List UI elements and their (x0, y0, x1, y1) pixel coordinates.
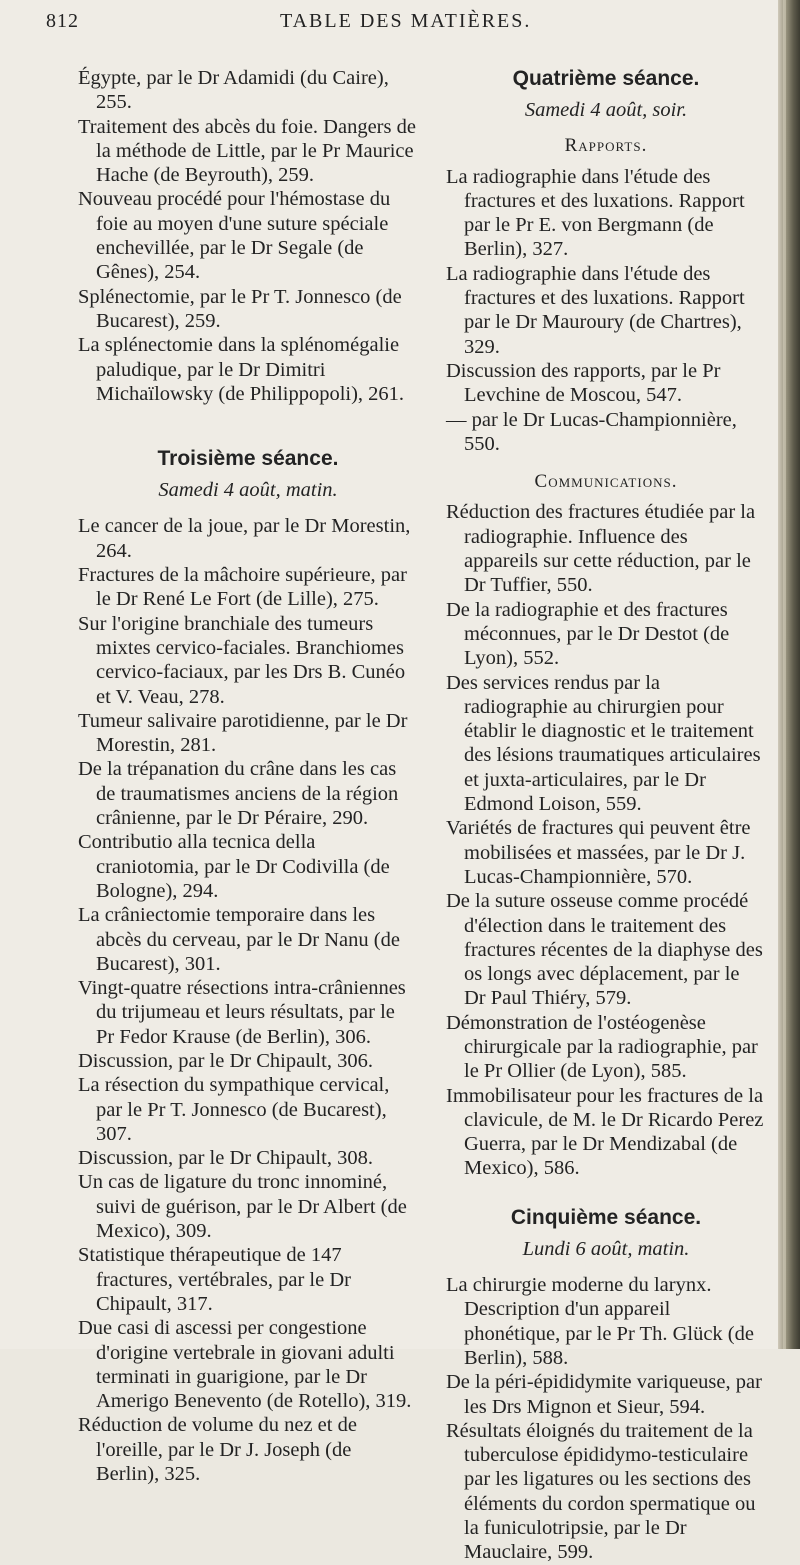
index-entry: De la radiographie et des fractures méconnues, par le Dr Destot (de Lyon), 552. (446, 598, 730, 670)
index-entry: — par le Dr Lucas-Championnière, 550. (446, 408, 737, 455)
index-entry: Fractures de la mâchoire supérieure, par le Dr René Le Fort (de Lille), 275. (78, 564, 407, 611)
index-entry: Discussion, par le Dr Chipault, 306. (78, 1049, 373, 1072)
index-entry: Contributio alla tecnica della craniotomia, par le Dr Codivilla (de Bologne), 294. (78, 831, 390, 902)
right-column (446, 66, 766, 1565)
session-date: Lundi 6 août, matin. (522, 1237, 690, 1260)
index-entry: Égypte, par le Dr Adamidi (du Caire), 255. (78, 67, 389, 114)
index-entry: Un cas de ligature du tronc innominé, suivi de guérison, par le Dr Albert (de Mexico), 309. (78, 1171, 407, 1243)
index-entry: Démonstration de l'ostéogenèse chirurgicale par la radiographie, par le Pr Ollier (de Lyon), 585. (446, 1011, 758, 1083)
session-date: Samedi 4 août, soir. (524, 99, 688, 121)
index-entry: De la trépanation du crâne dans les cas de traumatismes anciens de la région crânienne, par le Dr Péraire, 290. (78, 758, 399, 830)
subsection-label: Communications. (534, 471, 678, 493)
session-heading: Cinquième séance. (510, 1205, 702, 1229)
index-entry: Nouveau procédé pour l'hémostase du foie au moyen d'une suture spéciale enchevillée, par le Dr Segale (de Gênes), 254. (78, 188, 391, 284)
spacer (446, 456, 766, 470)
running-head (0, 6, 760, 40)
index-entry: Due casi di ascessi per congestione d'origine vertebrale in giovani adulti terminati in guarigione, par le Dr Amerigo Benevento (de Rotello), 319. (78, 1317, 412, 1413)
index-entry: La résection du sympathique cervical, par le Pr T. Jonnesco (de Bucarest), 307. (78, 1074, 390, 1145)
subsection-label: Rapports. (564, 135, 648, 157)
index-entry: La radiographie dans l'étude des fractures et des luxations. Rapport par le Pr E. von Bergmann (de Berlin), 327. (446, 165, 745, 261)
running-title: TABLE DES MATIÈRES. (280, 10, 532, 32)
index-entry: Splénectomie, par le Pr T. Jonnesco (de Bucarest), 259. (78, 285, 402, 332)
page-edge-highlight (783, 0, 786, 1349)
left-column (78, 66, 418, 1486)
session-heading: Quatrième séance. (512, 67, 700, 90)
index-entry: La crâniectomie temporaire dans les abcès du cerveau, par le Dr Nanu (de Bucarest), 301. (78, 904, 400, 975)
index-entry: Immobilisateur pour les fractures de la clavicule, de M. le Dr Ricardo Perez Guerra, par le Dr Mendizabal (de Mexico), 586. (446, 1084, 764, 1180)
index-entry: Traitement des abcès du foie. Dangers de la méthode de Little, par le Pr Maurice Hache (de Beyrouth), 259. (78, 115, 416, 187)
index-entry: Variétés de fractures qui peuvent être mobilisées et massées, par le Dr J. Lucas-Championnière, 570. (446, 817, 751, 888)
spacer (446, 1181, 766, 1205)
index-entry: La chirurgie moderne du larynx. Description d'un appareil phonétique, par le Pr Th. Glück (de Berlin), 588. (446, 1274, 754, 1369)
index-entry: Discussion des rapports, par le Pr Levchine de Moscou, 547. (446, 359, 721, 407)
index-entry: De la suture osseuse comme procédé d'élection dans le traitement des fractures récentes de la diaphyse des os longs avec déplacement, par le Dr Paul Thiéry, 579. (446, 890, 763, 1010)
spacer (78, 406, 418, 446)
session-date: Samedi 4 août, matin. (158, 479, 338, 502)
index-entry: Des services rendus par la radiographie au chirurgien pour établir le diagnostic et le traitement des lésions traumatiques articulaires et juxta-articulaires, par le Dr Edmond Loison, 559. (446, 671, 761, 816)
index-entry: De la péri-épididymite variqueuse, par les Drs Mignon et Sieur, 594. (446, 1371, 762, 1418)
index-entry: Tumeur salivaire parotidienne, par le Dr Morestin, 281. (78, 709, 408, 757)
index-entry: Sur l'origine branchiale des tumeurs mixtes cervico-faciales. Branchiomes cervico-faciaux, par les Drs B. Cunéo et V. Veau, 278. (78, 612, 406, 708)
index-entry: La radiographie dans l'étude des fractures et des luxations. Rapport par le Dr Mauroury (de Chartres), 329. (446, 262, 745, 358)
index-entry: Résultats éloignés du traitement de la tuberculose épididymo-testiculaire par les ligatures ou les sections des éléments du cordon spermatique ou la funiculotripsie, par le Dr Mauclaire, 599. (446, 1419, 756, 1564)
index-entry: Réduction de volume du nez et de l'oreille, par le Dr J. Joseph (de Berlin), 325. (78, 1414, 357, 1486)
page-edge-shadow (778, 0, 800, 1349)
index-entry: Discussion, par le Dr Chipault, 308. (78, 1147, 373, 1170)
session-heading: Troisième séance. (157, 447, 339, 471)
index-entry: La splénectomie dans la splénomégalie paludique, par le Dr Dimitri Michaïlowsky (de Philippopoli), 261. (78, 334, 405, 405)
index-entry: Statistique thérapeutique de 147 fractures, vertébrales, par le Dr Chipault, 317. (78, 1244, 351, 1315)
page-number: 812 (46, 10, 79, 32)
index-entry: Vingt-quatre résections intra-crâniennes du trijumeau et leurs résultats, par le Pr Fedor Krause (de Berlin), 306. (78, 977, 406, 1048)
index-entry: Le cancer de la joue, par le Dr Morestin, 264. (78, 515, 411, 562)
index-entry: Réduction des fractures étudiée par la radiographie. Influence des appareils sur cette réduction, par le Dr Tuffier, 550. (446, 501, 756, 597)
